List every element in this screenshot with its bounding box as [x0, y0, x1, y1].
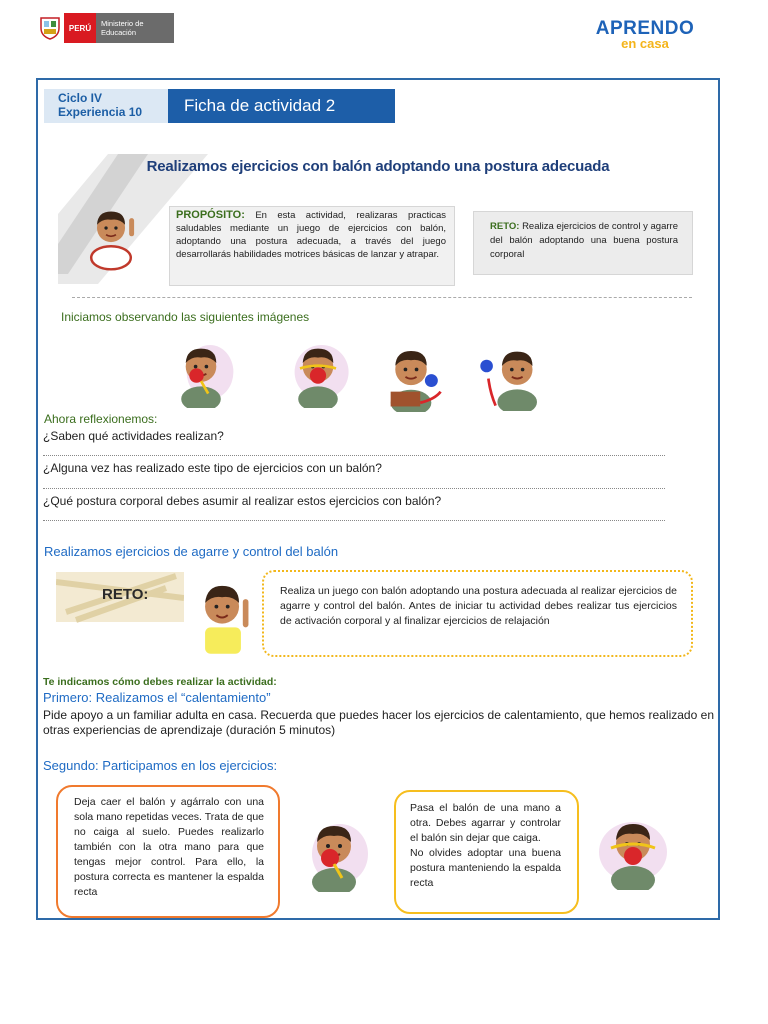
peru-label: PERÚ: [64, 13, 96, 43]
kid-ball-illustration-2: [282, 334, 354, 410]
cycle-label: Ciclo IV: [58, 91, 103, 105]
ministry-label: Ministerio de Educación: [96, 13, 174, 43]
purpose-text: En esta actividad, realizaras practicas saludables mediante un juego de ejercicios con balón, adoptando una postura adecuada, a través del juego desarrollarás habilidades motrices básicas de lanzar y atrapar.: [176, 210, 447, 260]
challenge-label: RETO:: [490, 221, 520, 232]
question-3: ¿Qué postura corporal debes asumir al realizar estos ejercicios con balón?: [43, 494, 442, 508]
reflect-heading: Ahora reflexionemos:: [44, 412, 158, 426]
purpose-label: PROPÓSITO:: [176, 209, 245, 221]
kid-ball-illustration-4: [474, 336, 546, 414]
first-step-text: Pide apoyo a un familiar adulta en casa. Recuerda que puedes hacer los ejercicios de calentamiento, que hemos realizado en otras experiencias de aprendizaje (duración 5 minutos): [43, 708, 714, 737]
brand-bottom: en casa: [621, 36, 669, 51]
kid-pointing-illustration: [78, 194, 144, 272]
kid-ball-illustration-1: [165, 334, 237, 410]
first-step-heading: Primero: Realizamos el “calentamiento”: [43, 690, 271, 705]
kid-ball-drop-illustration: [294, 810, 374, 894]
challenge-box: [473, 211, 693, 275]
reto-badge-text: RETO:: [102, 586, 149, 603]
answer-line-1[interactable]: [43, 455, 665, 456]
question-2: ¿Alguna vez has realizado este tipo de ejercicios con un balón?: [43, 461, 382, 475]
coat-of-arms-icon: [36, 13, 64, 43]
divider: [72, 297, 692, 298]
answer-line-2[interactable]: [43, 488, 665, 489]
challenge-text: Realiza ejercicios de control y agarre del balón adoptando una buena postura corporal: [490, 221, 678, 260]
exercise-right-text-1: Pasa el balón de una mano a otra. Debes agarrar y controlar el balón sin dejar que caiga.: [410, 802, 561, 844]
activity-title: Ficha de actividad 2: [168, 89, 395, 123]
exercise-right-box: [394, 790, 579, 914]
experience-label: Experiencia 10: [58, 105, 143, 119]
instructions-intro: Te indicamos cómo debes realizar la actividad:: [43, 676, 277, 688]
aprendo-en-casa-logo: [594, 20, 696, 50]
answer-line-3[interactable]: [43, 520, 665, 521]
main-title: Realizamos ejercicios con balón adoptando una postura adecuada: [146, 158, 610, 175]
exercise-right-text-2: No olvides adoptar una buena postura manteniendo la espalda recta: [410, 847, 561, 889]
observe-heading: Iniciamos observando las siguientes imágenes: [61, 310, 310, 324]
kid-raising-hand-illustration: [190, 574, 256, 660]
question-1: ¿Saben qué actividades realizan?: [43, 429, 224, 443]
grip-section-heading: Realizamos ejercicios de agarre y control del balón: [44, 544, 339, 559]
kid-ball-illustration-3: [374, 336, 448, 414]
brand-top: APRENDO: [595, 18, 695, 39]
second-step-heading: Segundo: Participamos en los ejercicios:: [43, 758, 278, 773]
grip-challenge-box: Realiza un juego con balón adoptando una postura adecuada al realizar ejercicios de agarre y control del balón. Antes de iniciar tu actividad debes realizar tus ejercicios de activación corporal y al finalizar ejercicios de relajación: [262, 570, 693, 657]
purpose-box: [169, 206, 455, 286]
reto-badge: [56, 568, 184, 626]
kid-ball-pass-illustration: [593, 808, 673, 892]
exercise-left-box: Deja caer el balón y agárralo con una sola mano repetidas veces. Trata de que no caiga al suelo. Puedes realizarlo también con la otra mano para que tengas mejor control. Para ello, la postura correcta es mantener la espalda recta: [56, 785, 280, 918]
cycle-box: [44, 89, 168, 123]
peru-ministry-logo: [36, 13, 174, 43]
